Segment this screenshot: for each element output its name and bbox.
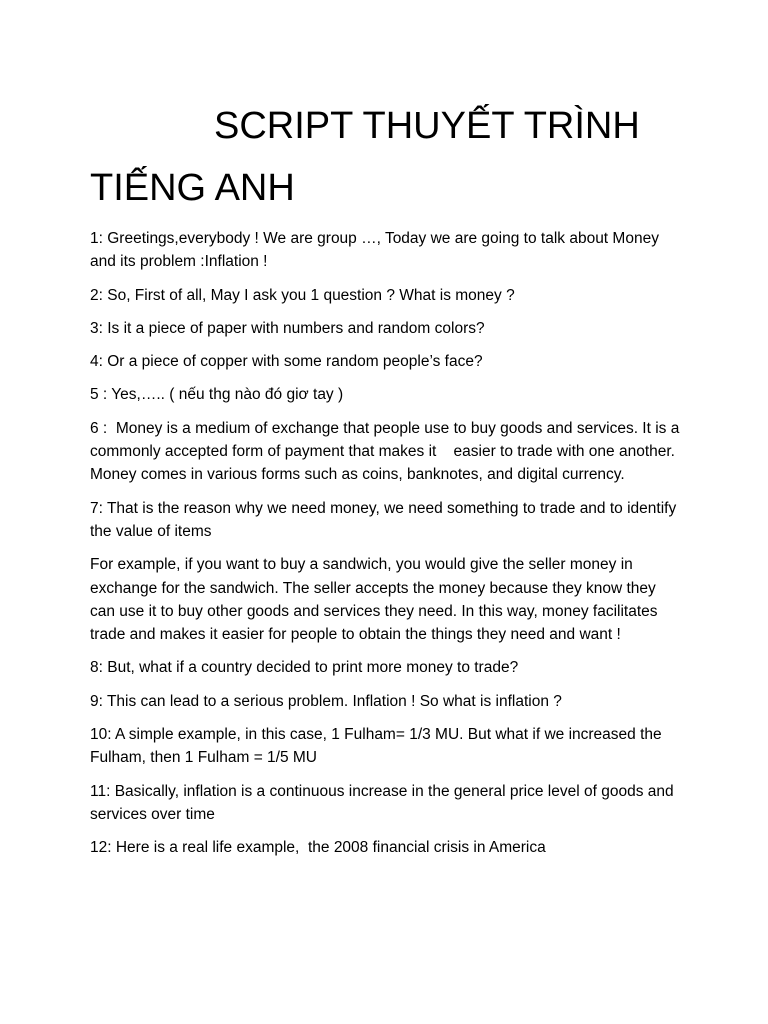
paragraph-7: 7: That is the reason why we need money, we need something to trade and to identify the value of items (90, 499, 681, 540)
paragraph-11: 11: Basically, inflation is a continuous increase in the general price level of goods and services over time (90, 782, 678, 823)
paragraph-example: For example, if you want to buy a sandwich, you would give the seller money in exchange for the sandwich. The seller accepts the money because they know they can use it to buy other goods and services they need. In this way, money facilitates trade and makes it easier for people to obtain the things they need and want ! (90, 556, 662, 644)
document-title-line-1: SCRIPT THUYẾT TRÌNH (214, 105, 640, 147)
paragraph-6: 6 : Money is a medium of exchange that people use to buy goods and services. It is a commonly accepted form of payment that makes it easier to trade with one another. Money comes in various forms such as coins, banknotes, and digital currency. (90, 419, 684, 484)
paragraph-9: 9: This can lead to a serious problem. Inflation ! So what is inflation ? (90, 692, 562, 710)
paragraph-3: 3: Is it a piece of paper with numbers and random colors? (90, 319, 485, 337)
paragraph-12: 12: Here is a real life example, the 2008 financial crisis in America (90, 839, 546, 857)
paragraph-10: 10: A simple example, in this case, 1 Fulham= 1/3 MU. But what if we increased the Fulham, then 1 Fulham = 1/5 MU (90, 726, 666, 767)
paragraph-2: 2: So, First of all, May I ask you 1 question ? What is money ? (90, 286, 515, 304)
document-title-line-2: TIẾNG ANH (90, 167, 295, 209)
paragraph-5: 5 : Yes,….. ( nếu thg nào đó giơ tay ) (90, 386, 344, 404)
paragraph-8: 8: But, what if a country decided to print more money to trade? (90, 659, 519, 677)
document-body (90, 227, 682, 870)
paragraph-4: 4: Or a piece of copper with some random people’s face? (90, 353, 483, 371)
paragraph-1: 1: Greetings,everybody ! We are group …, Today we are going to talk about Money and its problem :Inflation ! (90, 230, 664, 271)
